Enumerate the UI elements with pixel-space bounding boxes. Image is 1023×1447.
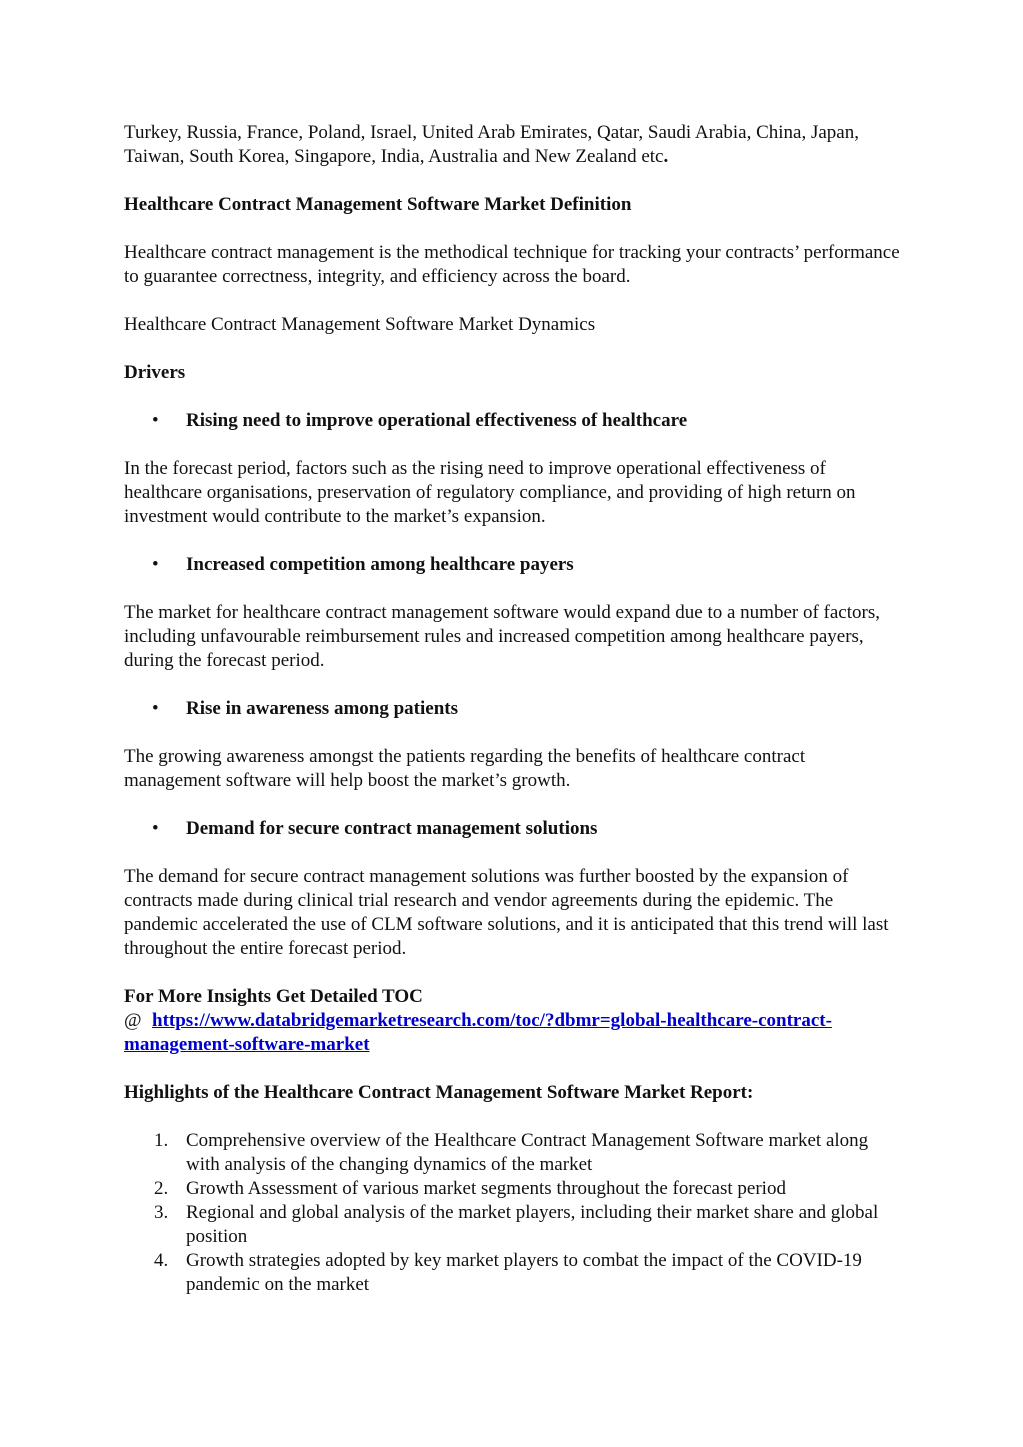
list-item-text: Comprehensive overview of the Healthcare Contract Management Software market along with analysis of the changing dynamics of the market	[186, 1130, 869, 1175]
driver-title: Increased competition among healthcare payers	[186, 554, 574, 575]
bullet-icon: •	[152, 410, 159, 431]
list-item	[124, 1129, 904, 1177]
drivers-heading: Drivers	[124, 362, 186, 383]
bullet-icon: •	[152, 818, 159, 839]
driver-bullet	[124, 817, 904, 841]
bullet-icon: •	[152, 698, 159, 719]
document-page	[124, 121, 904, 1297]
highlights-list	[124, 1129, 904, 1297]
toc-link[interactable]: https://www.databridgemarketresearch.com/toc/?dbmr=global-healthcare-contract-management-software-market	[124, 1010, 832, 1055]
list-item	[124, 1201, 904, 1249]
at-symbol: @	[124, 1010, 142, 1031]
driver-title: Demand for secure contract management solutions	[186, 818, 598, 839]
list-item-text: Growth strategies adopted by key market players to combat the impact of the COVID-19 pandemic on the market	[186, 1250, 862, 1295]
dynamics-heading: Healthcare Contract Management Software Market Dynamics	[124, 314, 596, 335]
driver-bullet	[124, 409, 904, 433]
driver-text: The growing awareness amongst the patients regarding the benefits of healthcare contract management software will help boost the market’s growth.	[124, 746, 806, 791]
list-item-number: 4.	[154, 1250, 169, 1271]
definition-heading: Healthcare Contract Management Software Market Definition	[124, 194, 632, 215]
list-item-number: 3.	[154, 1202, 169, 1223]
toc-link-line	[124, 1009, 904, 1057]
toc-heading: For More Insights Get Detailed TOC	[124, 986, 423, 1007]
definition-text: Healthcare contract management is the methodical technique for tracking your contracts’ performance to guarantee correctness, integrity, and efficiency across the board.	[124, 242, 900, 287]
list-item	[124, 1249, 904, 1297]
driver-title: Rising need to improve operational effectiveness of healthcare	[186, 410, 688, 431]
driver-bullet	[124, 697, 904, 721]
highlights-heading: Highlights of the Healthcare Contract Management Software Market Report:	[124, 1082, 754, 1103]
countries-paragraph	[124, 121, 904, 169]
driver-bullet	[124, 553, 904, 577]
driver-title: Rise in awareness among patients	[186, 698, 458, 719]
driver-text: In the forecast period, factors such as the rising need to improve operational effectiveness of healthcare organisations, preservation of regulatory compliance, and providing of high return on investment would contribute to the market’s expansion.	[124, 458, 856, 527]
list-item-number: 1.	[154, 1130, 169, 1151]
countries-period: .	[663, 146, 669, 167]
driver-text: The demand for secure contract management solutions was further boosted by the expansion of contracts made during clinical trial research and vendor agreements during the epidemic. The pandemic accelerated the use of CLM software solutions, and it is anticipated that this trend will last throughout the entire forecast period.	[124, 866, 889, 959]
toc-block	[124, 985, 904, 1057]
list-item-text: Regional and global analysis of the market players, including their market share and global position	[186, 1202, 879, 1247]
bullet-icon: •	[152, 554, 159, 575]
list-item-text: Growth Assessment of various market segments throughout the forecast period	[186, 1178, 786, 1199]
countries-text: Turkey, Russia, France, Poland, Israel, United Arab Emirates, Qatar, Saudi Arabia, China, Japan, Taiwan, South Korea, Singapore, India, Australia and New Zealand etc	[124, 122, 859, 167]
list-item-number: 2.	[154, 1178, 169, 1199]
list-item	[124, 1177, 904, 1201]
driver-text: The market for healthcare contract management software would expand due to a number of factors, including unfavourable reimbursement rules and increased competition among healthcare payers, during the forecast period.	[124, 602, 880, 671]
